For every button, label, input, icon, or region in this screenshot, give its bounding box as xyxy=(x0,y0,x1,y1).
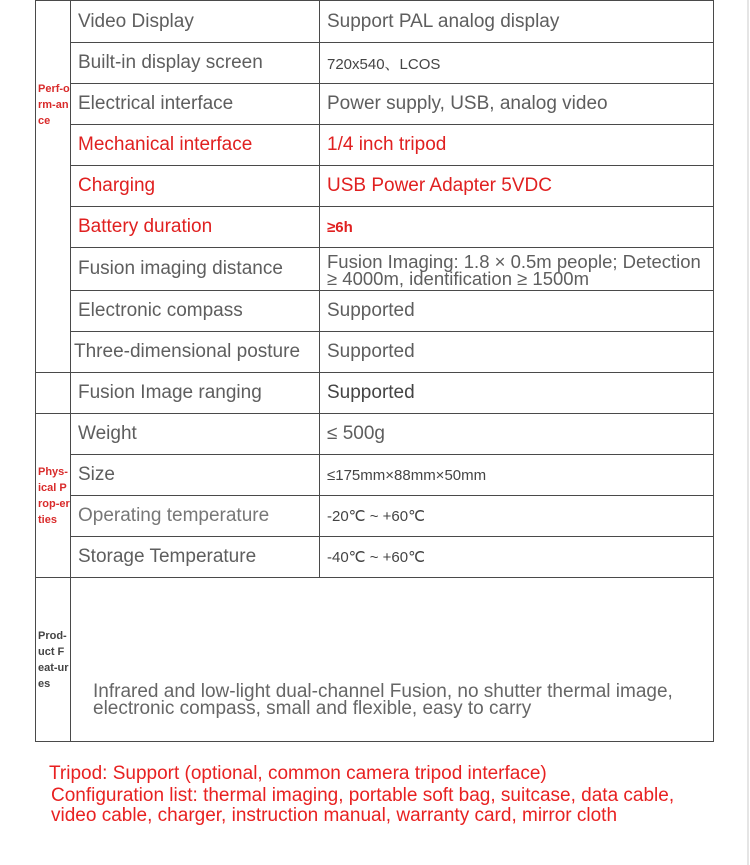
row-label: Size xyxy=(71,455,320,496)
right-edge-divider xyxy=(747,0,749,865)
row-label: Electronic compass xyxy=(71,291,320,332)
row-label: Weight xyxy=(71,414,320,455)
product-features-text: Infrared and low-light dual-channel Fusion, no shutter thermal image, electronic compass, small and flexible, easy to carry xyxy=(71,578,714,742)
row-value: -20℃ ~ +60℃ xyxy=(320,496,714,537)
row-value: ≤175mm×88mm×50mm xyxy=(320,455,714,496)
category-physical-label: Phys-ical Prop-erties xyxy=(38,465,70,526)
row-value: Support PAL analog display xyxy=(320,1,714,43)
row-label: Battery duration xyxy=(71,207,320,248)
category-physical xyxy=(36,414,71,578)
row-label: Fusion Image ranging xyxy=(71,373,320,414)
row-value: ≥6h xyxy=(320,207,714,248)
row-value: 1/4 inch tripod xyxy=(320,125,714,166)
row-label: Mechanical interface xyxy=(71,125,320,166)
row-label: Three-dimensional posture xyxy=(71,332,320,373)
tripod-note: Tripod: Support (optional, common camera tripod interface) xyxy=(49,763,547,784)
row-label: Storage Temperature xyxy=(71,537,320,578)
category-blank xyxy=(36,373,71,414)
spec-table xyxy=(35,0,714,742)
category-product-label: Prod-uct Feat-ures xyxy=(38,629,69,690)
category-product xyxy=(36,578,71,742)
category-performance xyxy=(36,1,71,373)
configuration-list: Configuration list: thermal imaging, portable soft bag, suitcase, data cable, video cable, charger, instruction manual, warranty card, mirror cloth xyxy=(51,785,675,826)
row-value: USB Power Adapter 5VDC xyxy=(320,166,714,207)
row-label: Charging xyxy=(71,166,320,207)
row-label: Fusion imaging distance xyxy=(71,248,320,291)
row-label: Built-in display screen xyxy=(71,43,320,84)
row-label: Operating temperature xyxy=(71,496,320,537)
row-value: Fusion Imaging: 1.8 × 0.5m people; Detection ≥ 4000m, identification ≥ 1500m xyxy=(320,248,714,291)
row-value: Supported xyxy=(320,291,714,332)
row-value: Supported xyxy=(320,373,714,414)
row-label: Electrical interface xyxy=(71,84,320,125)
row-value: 720x540、LCOS xyxy=(320,43,714,84)
row-value: ≤ 500g xyxy=(320,414,714,455)
row-value: Power supply, USB, analog video xyxy=(320,84,714,125)
category-performance-label: Perf-orm-ance xyxy=(38,83,70,127)
row-value: Supported xyxy=(320,332,714,373)
row-value: -40℃ ~ +60℃ xyxy=(320,537,714,578)
footer-notes xyxy=(49,764,689,826)
row-label: Video Display xyxy=(71,1,320,43)
